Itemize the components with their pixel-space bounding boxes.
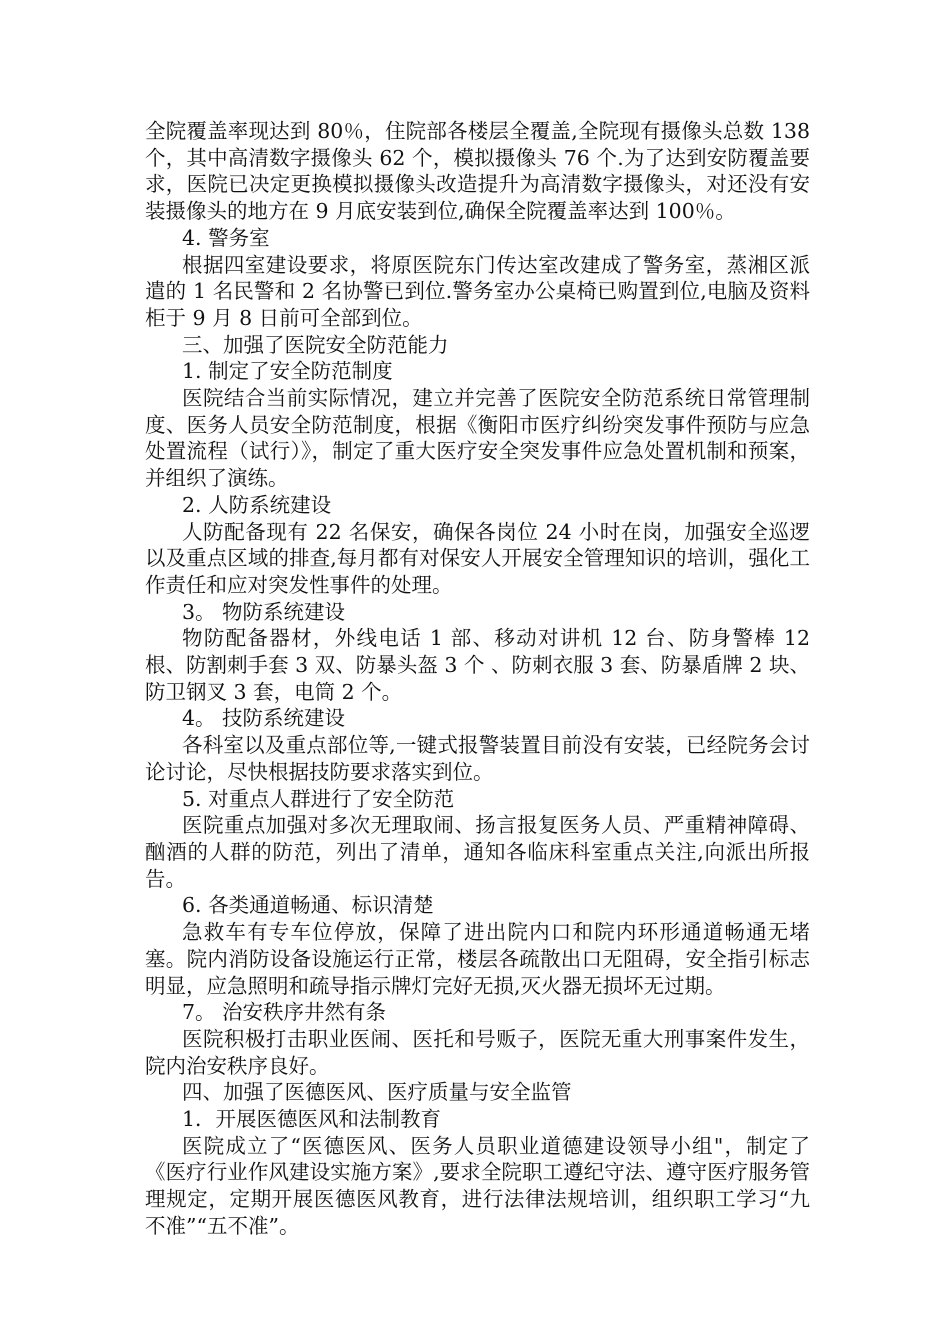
- heading-key-groups: 5. 对重点人群进行了安全防范: [182, 786, 455, 811]
- paragraph-security-system: 医院结合当前实际情况，建立并完善了医院安全防范系统日常管理制度、医务人员安全防范制度，根据《衡阳市医疗纠纷突发事件预防与应急处置流程（试行）》，制定了重大医疗安全突发事件应急处置机制和预案，并组织了演练。: [145, 386, 810, 491]
- paragraph-passages: 急救车有专车位停放，保障了进出院内口和院内环形通道畅通无堵塞。院内消防设备设施运行正常，楼层各疏散出口无阻碍，安全指引标志明显，应急照明和疏导指示牌灯完好无损,灭火器无损坏无过期。: [145, 920, 810, 998]
- paragraph-ethics-education: 医院成立了“医德医风、医务人员职业道德建设领导小组"，制定了《医疗行业作风建设实施方案》,要求全院职工遵纪守法、遵守医疗服务管理规定，定期开展医德医风教育，进行法律法规培训，组织职工学习“九不准”“五不准”。: [145, 1133, 810, 1238]
- section-heading-medical-ethics: 四、加强了医德医风、医疗质量与安全监管: [182, 1080, 572, 1105]
- paragraph-physical-defense: 物防配备器材，外线电话 1 部、移动对讲机 12 台、防身警棒 12 根、防割刺手套 3 双、防暴头盔 3 个 、防刺衣服 3 套、防暴盾牌 2 块、防卫钢叉 3 套，电筒 2 个。: [145, 626, 810, 704]
- paragraph-coverage: 全院覆盖率现达到 80％，住院部各楼层全覆盖,全院现有摄像头总数 138 个，其中高清数字摄像头 62 个，模拟摄像头 76 个.为了达到安防覆盖要求，医院已决定更换模拟摄像头改造提升为高清数字摄像头，对还没有安装摄像头的地方在 9 月底安装到位,确保全院覆盖率达到 100％。: [145, 119, 810, 224]
- heading-security-system: 1. 制定了安全防范制度: [182, 359, 393, 384]
- paragraph-personnel-defense: 人防配备现有 22 名保安，确保各岗位 24 小时在岗，加强安全巡逻以及重点区域的排查,每月都有对保安人开展安全管理知识的培训，强化工作责任和应对突发性事件的处理。: [145, 519, 810, 597]
- paragraph-police-room: 根据四室建设要求，将原医院东门传达室改建成了警务室，蒸湘区派遣的 1 名民警和 2 名协警已到位.警务室办公桌椅已购置到位,电脑及资料柜于 9 月 8 日前可全部到位。: [145, 252, 810, 330]
- document-body: [145, 118, 810, 1240]
- paragraph-key-groups: 医院重点加强对多次无理取闹、扬言报复医务人员、严重精神障碍、酗酒的人群的防范，列出了清单，通知各临床科室重点关注,向派出所报告。: [145, 813, 810, 891]
- heading-public-order: 7。 治安秩序井然有条: [182, 1000, 387, 1025]
- paragraph-public-order: 医院积极打击职业医闹、医托和号贩子，医院无重大刑事案件发生，院内治安秩序良好。: [145, 1026, 810, 1078]
- heading-ethics-education: 1．开展医德医风和法制教育: [182, 1107, 442, 1132]
- heading-physical-defense: 3。 物防系统建设: [182, 599, 346, 624]
- paragraph-technical-defense: 各科室以及重点部位等,一键式报警装置目前没有安装，已经院务会讨论讨论，尽快根据技防要求落实到位。: [145, 733, 810, 784]
- heading-passages: 6. 各类通道畅通、标识清楚: [182, 893, 434, 918]
- heading-personnel-defense: 2. 人防系统建设: [182, 492, 332, 517]
- heading-technical-defense: 4。 技防系统建设: [182, 706, 346, 731]
- heading-police-room: 4. 警务室: [182, 225, 270, 250]
- section-heading-security-capability: 三、加强了医院安全防范能力: [182, 332, 449, 357]
